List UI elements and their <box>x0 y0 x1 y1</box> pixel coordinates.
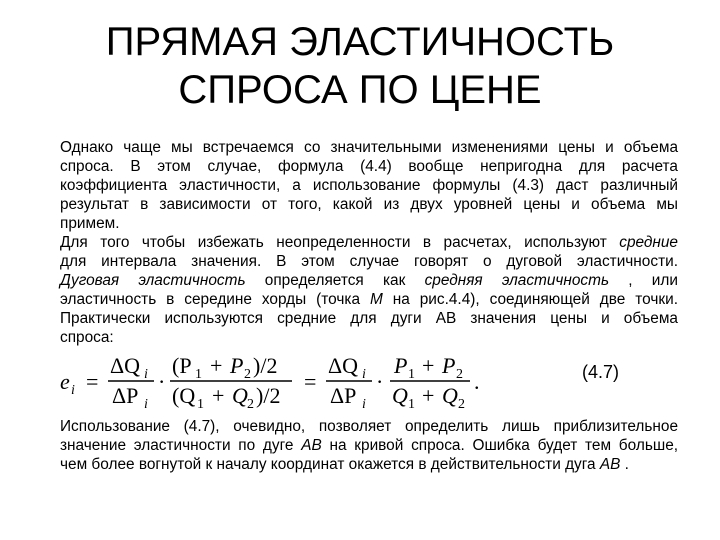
paragraph-3 <box>60 417 678 474</box>
equation-number: (4.7) <box>582 362 620 382</box>
text-line: коэффициента эластичности, а использование формулы (4.3) даст различный <box>60 177 678 194</box>
slide-title-line-1: ПРЯМАЯ ЭЛАСТИЧНОСТЬ <box>105 20 615 64</box>
slide-title-line-2: СПРОСА ПО ЦЕНЕ <box>178 68 542 112</box>
text-segment: определяется как <box>264 272 406 289</box>
text-line <box>60 271 678 290</box>
formula-plus-3: + <box>422 353 435 378</box>
italic-term: средние <box>619 234 678 251</box>
formula-sum-q1-sub: 1 <box>408 397 415 411</box>
italic-term: Дуговая эластичность <box>60 272 246 289</box>
formula-plus-1: + <box>210 353 223 378</box>
text-line <box>60 290 678 309</box>
text-line: Однако чаще мы встречаемся со значительными изменениями цены и объема <box>60 139 678 156</box>
text-segment: на кривой спроса. Ошибка будет тем больше, <box>329 437 679 454</box>
paragraph-1 <box>60 138 678 233</box>
formula-plus-2: + <box>212 383 225 408</box>
formula-sum-q1: Q <box>392 383 408 408</box>
text-line <box>60 436 678 455</box>
formula-dq: ΔQ <box>110 353 141 378</box>
formula-4-7 <box>60 349 678 411</box>
text-segment: на рис.4.4), соединяющей две точки. <box>392 291 678 308</box>
formula-sum-q2: Q <box>442 383 458 408</box>
formula-dq-sub: i <box>144 367 148 382</box>
text-line: примем. <box>60 215 120 232</box>
formula-lhs-sub: i <box>71 383 75 398</box>
text-segment: чем более вогнутой к началу координат окажется в действительности дуга <box>60 456 596 473</box>
formula-sum-p1-sub: 1 <box>408 367 415 382</box>
formula-sum-q2-sub: 2 <box>458 397 465 411</box>
text-line <box>60 233 678 252</box>
slide-title <box>0 18 720 114</box>
formula-p-open: (P <box>172 353 192 378</box>
formula-dp-2-sub: i <box>362 397 366 411</box>
formula-q1-sub: 1 <box>197 397 204 411</box>
formula-equals-1: = <box>86 369 99 394</box>
formula-equals-2: = <box>304 369 317 394</box>
text-line: спроса. В этом случае, формула (4.4) вообще непригодна для расчета <box>60 158 678 175</box>
formula-p2-sub: 2 <box>244 367 251 382</box>
formula-dp-2: ΔP <box>330 383 357 408</box>
text-segment: , или <box>628 272 678 289</box>
formula-q-close: )/2 <box>256 383 281 408</box>
formula-dp: ΔP <box>112 383 139 408</box>
formula-sum-p2: P <box>442 353 456 378</box>
formula-dq-2: ΔQ <box>328 353 359 378</box>
text-segment: Для того чтобы избежать неопределенности в расчетах, используют <box>60 234 607 251</box>
italic-term: M <box>369 291 383 308</box>
text-line <box>60 455 678 474</box>
text-segment: эластичность в середине хорды (точка <box>60 291 361 308</box>
formula-sum-p1: P <box>394 353 408 378</box>
formula-lhs: e <box>60 369 70 394</box>
text-line: Практически используются средние для дуги АВ значения цены и объема <box>60 310 678 327</box>
italic-term: АВ <box>301 437 322 454</box>
text-line: спроса: <box>60 329 114 346</box>
paragraph-2 <box>60 233 678 347</box>
italic-term: АВ <box>599 456 621 473</box>
text-line: Использование (4.7), очевидно, позволяет определить лишь приблизительное <box>60 418 678 435</box>
text-line: результат в зависимости от того, какой из двух уровней цены и объема мы <box>60 196 678 213</box>
formula-q2-sub: 2 <box>247 397 254 411</box>
formula-period: . <box>474 369 480 394</box>
formula-plus-4: + <box>422 383 435 408</box>
text-line: для интервала значения. В этом случае говорят о дуговой эластичности. <box>60 253 678 270</box>
formula-dot-1: · <box>158 369 166 394</box>
formula-dq-2-sub: i <box>362 367 366 382</box>
text-segment: значение эластичности по дуге <box>60 437 294 454</box>
italic-term: средняя эластичность <box>424 272 610 289</box>
scanned-text-block <box>60 138 678 474</box>
formula-q2: Q <box>232 383 248 408</box>
formula-dp-sub: i <box>144 397 148 411</box>
text-segment: . <box>624 456 629 473</box>
formula-p-close: )/2 <box>253 353 278 378</box>
formula-sum-p2-sub: 2 <box>456 367 463 382</box>
formula-p1-sub: 1 <box>195 367 202 382</box>
formula-p2: P <box>230 353 244 378</box>
formula-dot-2: · <box>376 369 384 394</box>
formula-q-open: (Q <box>172 383 196 408</box>
